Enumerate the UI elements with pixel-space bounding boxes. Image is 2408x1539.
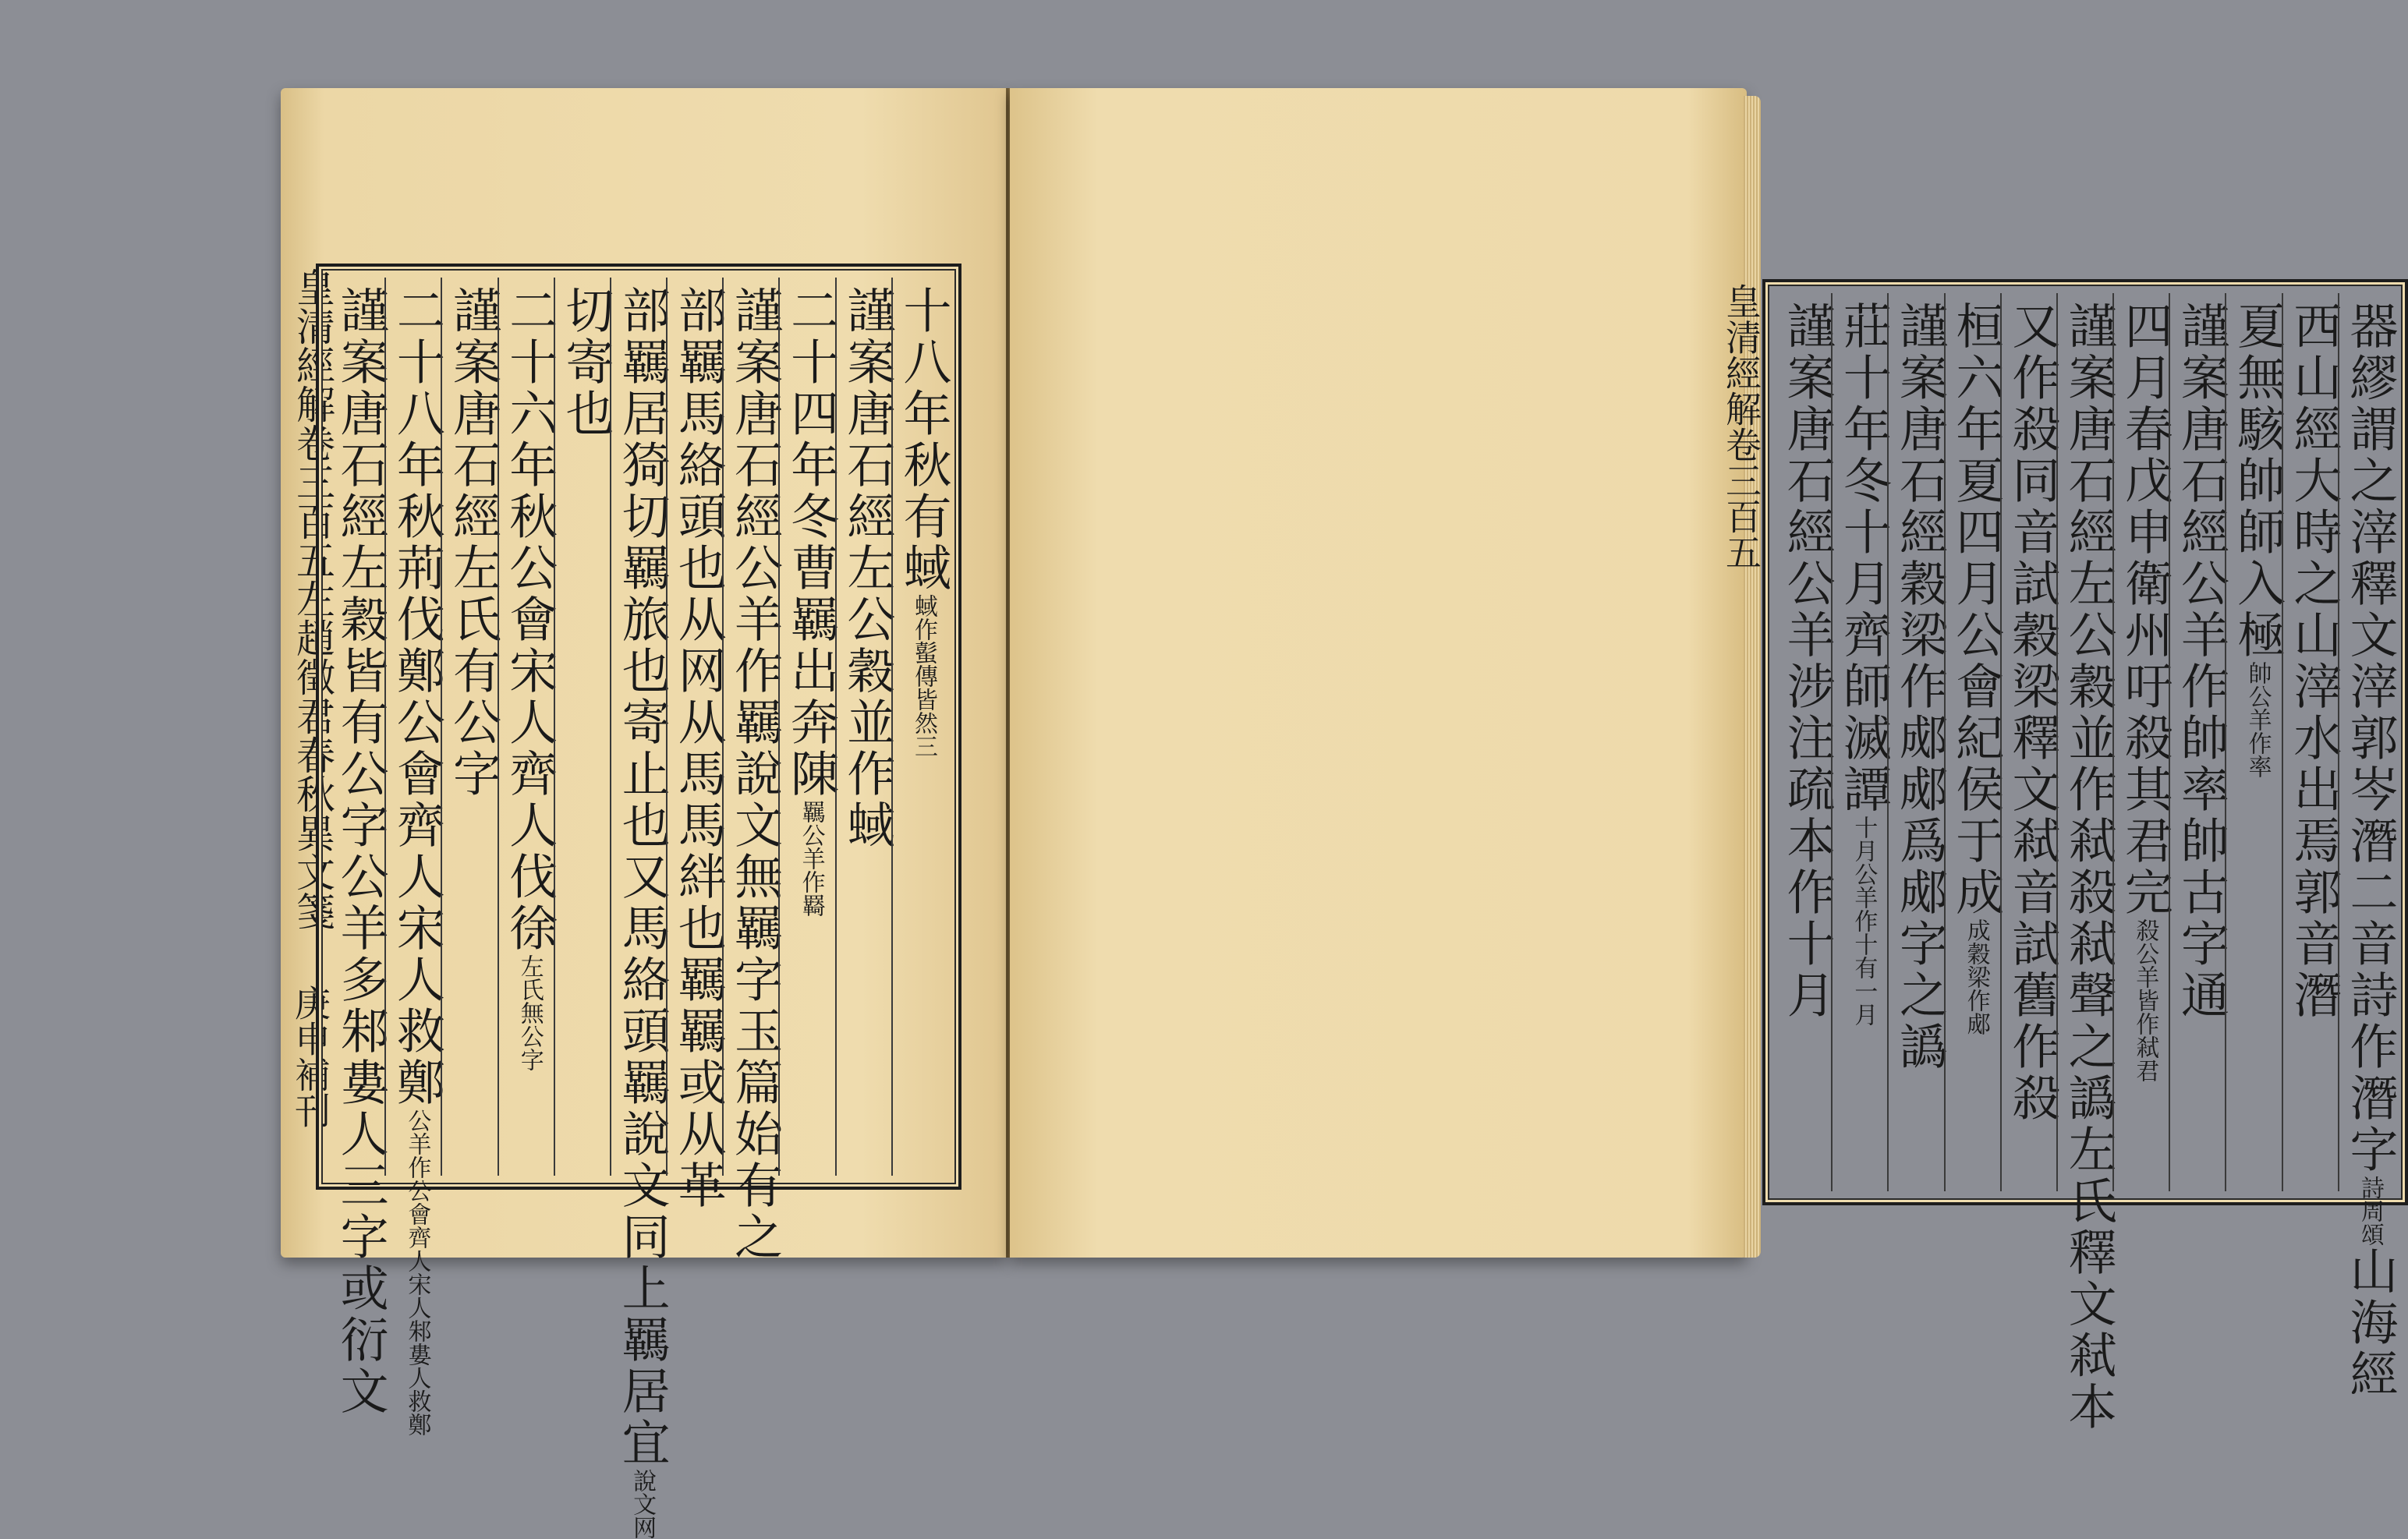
text-column: 西山經大時之山滓水出焉郭音潛 [2282,293,2338,1191]
text-column: 部羈馬絡頭也从网从馬馬絆也羈羈或从革 [666,278,722,1176]
text-column: 二十六年秋公會宋人齊人伐徐左氏無公字 [498,278,554,1176]
text-column: 謹案唐石經左公穀並作蜮 [835,278,891,1176]
text-column: 二十八年秋荊伐鄭公會齊人宋人救鄭公羊作公會齊人宋人邾婁人救鄭 [384,278,441,1176]
text-column: 四月春戊申衛州吁殺其君完殺公羊皆作弒君 [2112,293,2169,1191]
text-column: 謹案唐石經公羊作帥率帥古字通 [2169,293,2225,1191]
right-text-frame [1762,279,2408,1433]
annotation: 帥公羊作率 [2243,661,2272,778]
annotation: 蜮作蟚傳皆然三 [910,594,937,758]
annotation: 羈公羊作羇 [797,800,825,917]
text-column: 謹案唐石經左氏有公字 [441,278,497,1176]
right-margin-title: 皇清經解卷三百五 [1720,283,1762,570]
text-column: 謹案唐石經左穀皆有公字公羊多邾婁人三字或衍文 [332,285,390,1417]
annotation: 殺公羊皆作弒君 [2131,918,2159,1082]
text-column: 二十四年冬曹羈出奔陳羈公羊作羇 [778,278,834,1176]
annotation: 公羊作公會齊人宋人邾婁人救鄭 [403,1109,431,1436]
text-column: 十八年秋有蜮蜮作蟚傳皆然三 [891,278,947,1176]
right-page [1010,88,2399,1433]
text-column: 謹案唐石經左公穀並作弒殺弒聲之譌左氏釋文弒本 [2056,293,2112,1191]
annotation: 左氏無公字 [515,954,544,1071]
annotation: 詩周頌 [2357,1176,2384,1246]
annotation: 成穀梁作郕 [1962,918,1990,1035]
text-column: 謹案唐石經穀梁作郕郕爲郕字之譌 [1887,293,1943,1191]
page-edge [1744,96,1761,1258]
open-book [281,74,2399,1539]
text-column: 部羈居猗切羈旅也寄止也又馬絡頭羈說文同上羈居宜說文网 [610,278,666,1176]
left-page [281,88,1006,1539]
text-column: 器繆謂之滓釋文滓郭岑潛二音詩作潛字詩周頌山海經 [2338,293,2394,1191]
text-column: 夏無駭帥師入極帥公羊作率 [2225,293,2281,1191]
annotation: 十月公羊作十有一月 [1850,815,1878,1026]
left-text-frame [316,264,961,1539]
annotation: 說文网 [629,1469,657,1539]
text-column: 桓六年夏四月公會紀侯于成成穀梁作郕 [1944,293,2000,1191]
text-column: 謹案唐石經公羊作羈說文無羈字玉篇始有之 [722,278,778,1176]
left-margin-title: 皇清經解卷三百五左趙徵君春秋異文箋 [290,267,335,930]
left-margin-foot: 庚申補刊 [289,985,331,1128]
text-column: 切寄也 [554,278,610,1176]
text-column: 又作殺同音試穀梁釋文弒音試舊作殺 [2000,293,2056,1191]
text-column: 謹案唐石經公羊涉注疏本作十月 [1779,301,1836,1021]
text-column: 莊十年冬十月齊師滅譚十月公羊作十有一月 [1831,293,1887,1191]
